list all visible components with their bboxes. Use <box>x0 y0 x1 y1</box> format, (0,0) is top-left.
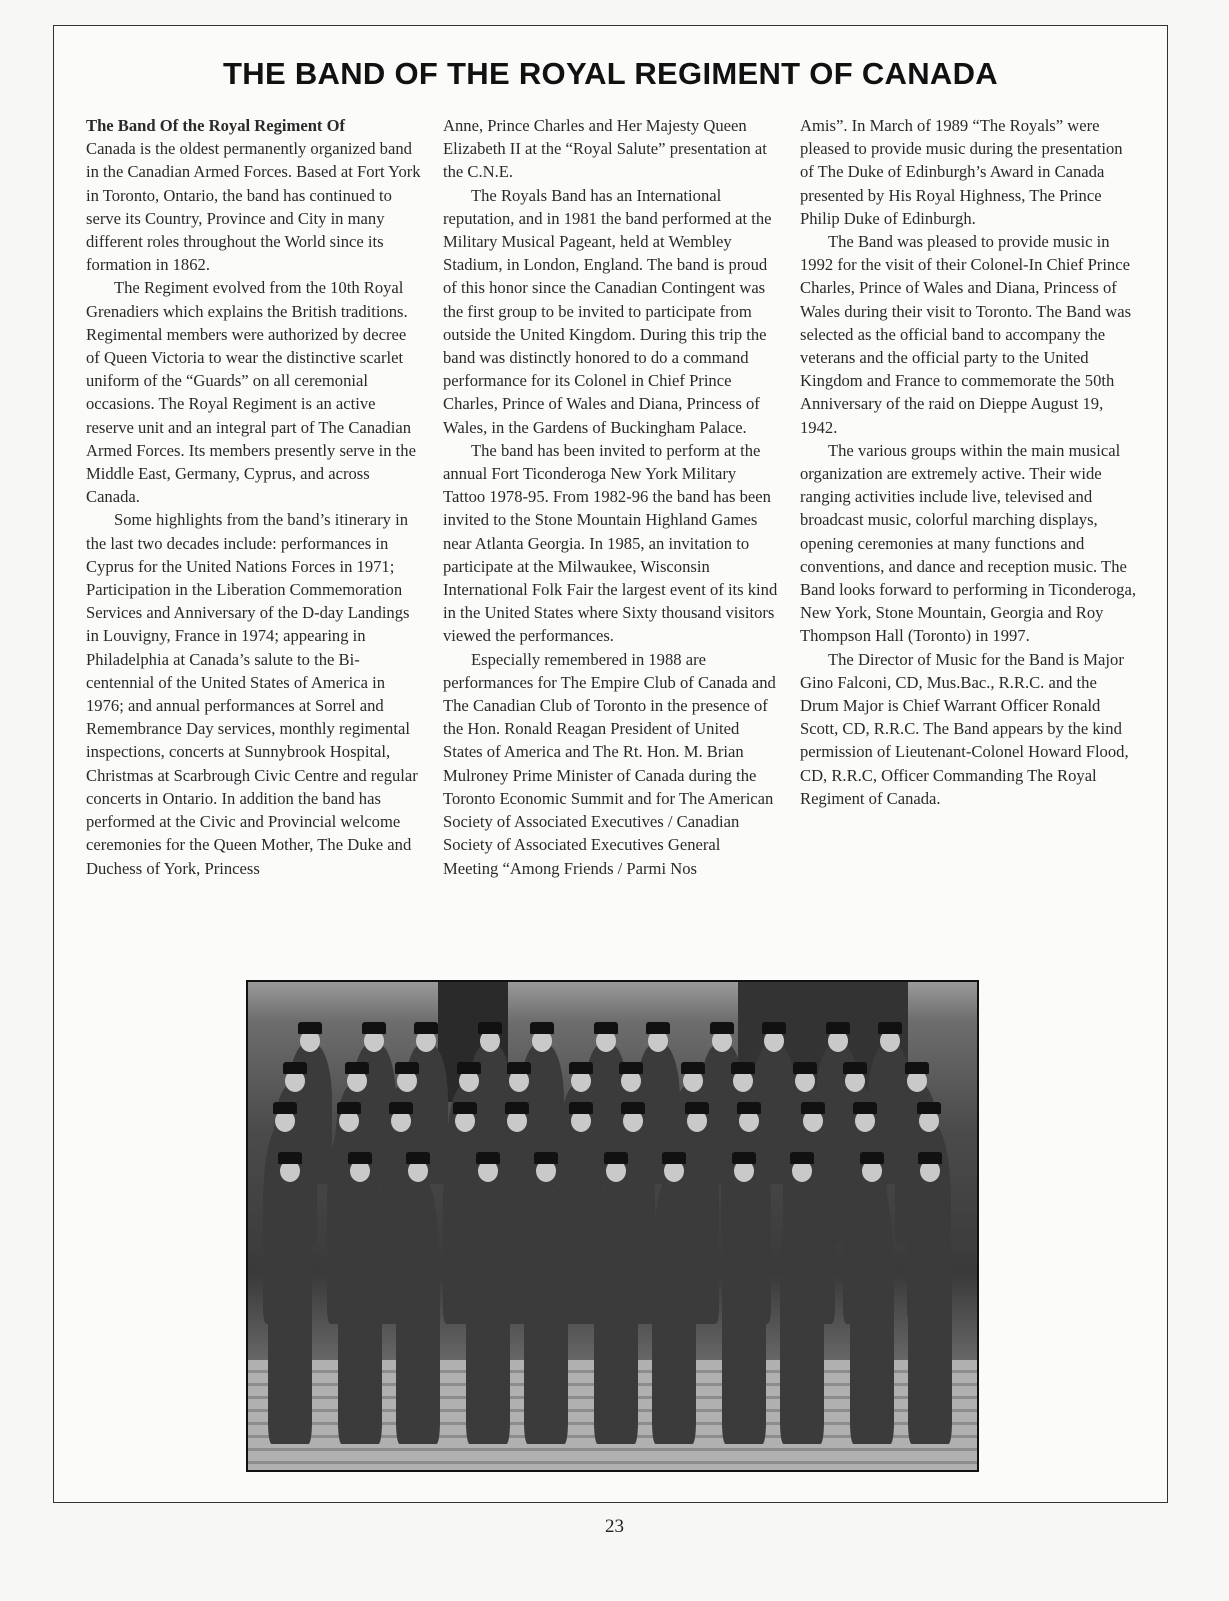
forage-cap <box>348 1152 372 1164</box>
forage-cap <box>414 1022 438 1034</box>
page-title: THE BAND OF THE ROYAL REGIMENT OF CANADA <box>223 56 998 91</box>
forage-cap <box>619 1062 643 1074</box>
paragraph: The various groups within the main musical organization are extremely active. Their wide ranging activities include live, televised and broadcast music, colorful marching displays, opening ceremonies at many functions and conventions, and dance and reception music. The Band looks forward to performing in Ticonderoga, New York, Stone Mountain, Georgia and Roy Thompson Hall (Toronto) in 1997. <box>800 440 1136 646</box>
band-member <box>268 1174 312 1444</box>
forage-cap <box>790 1152 814 1164</box>
forage-cap <box>917 1102 941 1114</box>
forage-cap <box>395 1062 419 1074</box>
forage-cap <box>283 1062 307 1074</box>
band-member <box>338 1174 382 1444</box>
forage-cap <box>453 1102 477 1114</box>
forage-cap <box>860 1152 884 1164</box>
forage-cap <box>278 1152 302 1164</box>
forage-cap <box>530 1022 554 1034</box>
forage-cap <box>737 1102 761 1114</box>
band-group-photo <box>246 980 979 1472</box>
lead-in: The Band Of the Royal Regiment Of <box>86 116 346 135</box>
forage-cap <box>569 1102 593 1114</box>
forage-cap <box>710 1022 734 1034</box>
forage-cap <box>621 1102 645 1114</box>
forage-cap <box>457 1062 481 1074</box>
band-member <box>850 1174 894 1444</box>
paragraph: The Royals Band has an International reputation, and in 1981 the band performed at the Military Musical Pageant, held at Wembley Stadium, in London, England. The band is proud of this honor since the Canadian Contingent was the first group to be invited to participate from outside the United Kingdom. During this trip the band was distinctly honored to do a command performance for its Colonel in Chief Prince Charles, Prince of Wales and Diana, Princess of Wales, in the Gardens of Buckingham Palace. <box>443 185 772 437</box>
column-3 <box>800 114 1136 810</box>
forage-cap <box>826 1022 850 1034</box>
paragraph <box>86 114 422 276</box>
paragraph: Anne, Prince Charles and Her Majesty Queen Elizabeth II at the “Royal Salute” presentation at the C.N.E. <box>443 116 767 182</box>
paragraph: The Regiment evolved from the 10th Royal Grenadiers which explains the British traditions. Regimental members were authorized by decree of Queen Victoria to wear the distinctive scarlet uniform of the “Guards” on all ceremonial occasions. The Royal Regiment is an active reserve unit and an integral part of The Canadian Armed Forces. Its members presently serve in the Middle East, Germany, Cyprus, and across Canada. <box>86 278 416 507</box>
forage-cap <box>685 1102 709 1114</box>
forage-cap <box>337 1102 361 1114</box>
band-member <box>908 1174 952 1444</box>
forage-cap <box>534 1152 558 1164</box>
forage-cap <box>604 1152 628 1164</box>
band-member <box>524 1174 568 1444</box>
forage-cap <box>478 1022 502 1034</box>
forage-cap <box>406 1152 430 1164</box>
forage-cap <box>731 1062 755 1074</box>
forage-cap <box>505 1102 529 1114</box>
paragraph: Amis”. In March of 1989 “The Royals” were pleased to provide music during the presentation of The Duke of Edinburgh’s Award in Canada presented by His Royal Highness, The Prince Philip Duke of Edinburgh. <box>800 116 1123 228</box>
paragraph: Especially remembered in 1988 are performances for The Empire Club of Canada and The Canadian Club of Toronto in the presence of the Hon. Ronald Reagan President of United States of America and The Rt. Hon. M. Brian Mulroney Prime Minister of Canada during the Toronto Economic Summit and for The American Society of Associated Executives / Canadian Society of Associated Executives General Meeting “Among Friends / Parmi Nos <box>443 649 776 878</box>
band-member <box>780 1174 824 1444</box>
forage-cap <box>569 1062 593 1074</box>
paragraph-text: Canada is the oldest permanently organized band in the Canadian Armed Forces. Based at Fort York in Toronto, Ontario, the band has continued to serve its Country, Province and City in many different roles throughout the World since its formation in 1862. <box>86 139 421 275</box>
forage-cap <box>853 1102 877 1114</box>
forage-cap <box>732 1152 756 1164</box>
forage-cap <box>273 1102 297 1114</box>
forage-cap <box>476 1152 500 1164</box>
forage-cap <box>843 1062 867 1074</box>
band-member <box>652 1174 696 1444</box>
paragraph: Some highlights from the band’s itinerary in the last two decades include: performances in Cyprus for the United Nations Forces in 1971; Participation in the Liberation Commemoration Services and Anniversary of the D-day Landings in Louvigny, France in 1974; appearing in Philadelphia at Canada’s salute to the Bi-centennial of the United States of America in 1976; and annual performances at Sorrel and Remembrance Day services, monthly regimental inspections, concerts at Sunnybrook Hospital, Christmas at Scarbrough Civic Centre and regular concerts in Ontario. In addition the band has performed at the Civic and Provincial welcome ceremonies for the Queen Mother, The Duke and Duchess of York, Princess <box>86 510 418 878</box>
forage-cap <box>298 1022 322 1034</box>
forage-cap <box>345 1062 369 1074</box>
paragraph: The Band was pleased to provide music in 1992 for the visit of their Colonel-In Chief Prince Charles, Prince of Wales and Diana, Princess of Wales during their visit to Toronto. The Band was selected as the official band to accompany the veterans and the official party to the United Kingdom and France to commemorate the 50th Anniversary of the raid on Dieppe August 19, 1942. <box>800 232 1132 437</box>
paragraph: The Director of Music for the Band is Major Gino Falconi, CD, Mus.Bac., R.R.C. and the Drum Major is Chief Warrant Officer Ronald Scott, CD, R.R.C. The Band appears by the kind permission of Lieutenant-Colonel Howard Flood, CD, R.R.C, Officer Commanding The Royal Regiment of Canada. <box>800 649 1129 808</box>
band-member <box>594 1174 638 1444</box>
forage-cap <box>878 1022 902 1034</box>
forage-cap <box>594 1022 618 1034</box>
forage-cap <box>662 1152 686 1164</box>
forage-cap <box>646 1022 670 1034</box>
forage-cap <box>762 1022 786 1034</box>
column-2 <box>443 114 779 880</box>
column-1 <box>86 114 422 880</box>
forage-cap <box>801 1102 825 1114</box>
band-member <box>396 1174 440 1444</box>
forage-cap <box>389 1102 413 1114</box>
page-number: 23 <box>605 1516 624 1537</box>
forage-cap <box>918 1152 942 1164</box>
band-member <box>466 1174 510 1444</box>
forage-cap <box>905 1062 929 1074</box>
band-member <box>722 1174 766 1444</box>
paragraph: The band has been invited to perform at the annual Fort Ticonderoga New York Military Tattoo 1978-95. From 1982-96 the band has been invited to the Stone Mountain Highland Games near Atlanta Georgia. In 1985, an invitation to participate at the Milwaukee, Wisconsin International Folk Fair the largest event of its kind in the United States where Sixty thousand visitors viewed the performances. <box>443 440 778 646</box>
forage-cap <box>681 1062 705 1074</box>
forage-cap <box>793 1062 817 1074</box>
forage-cap <box>507 1062 531 1074</box>
forage-cap <box>362 1022 386 1034</box>
